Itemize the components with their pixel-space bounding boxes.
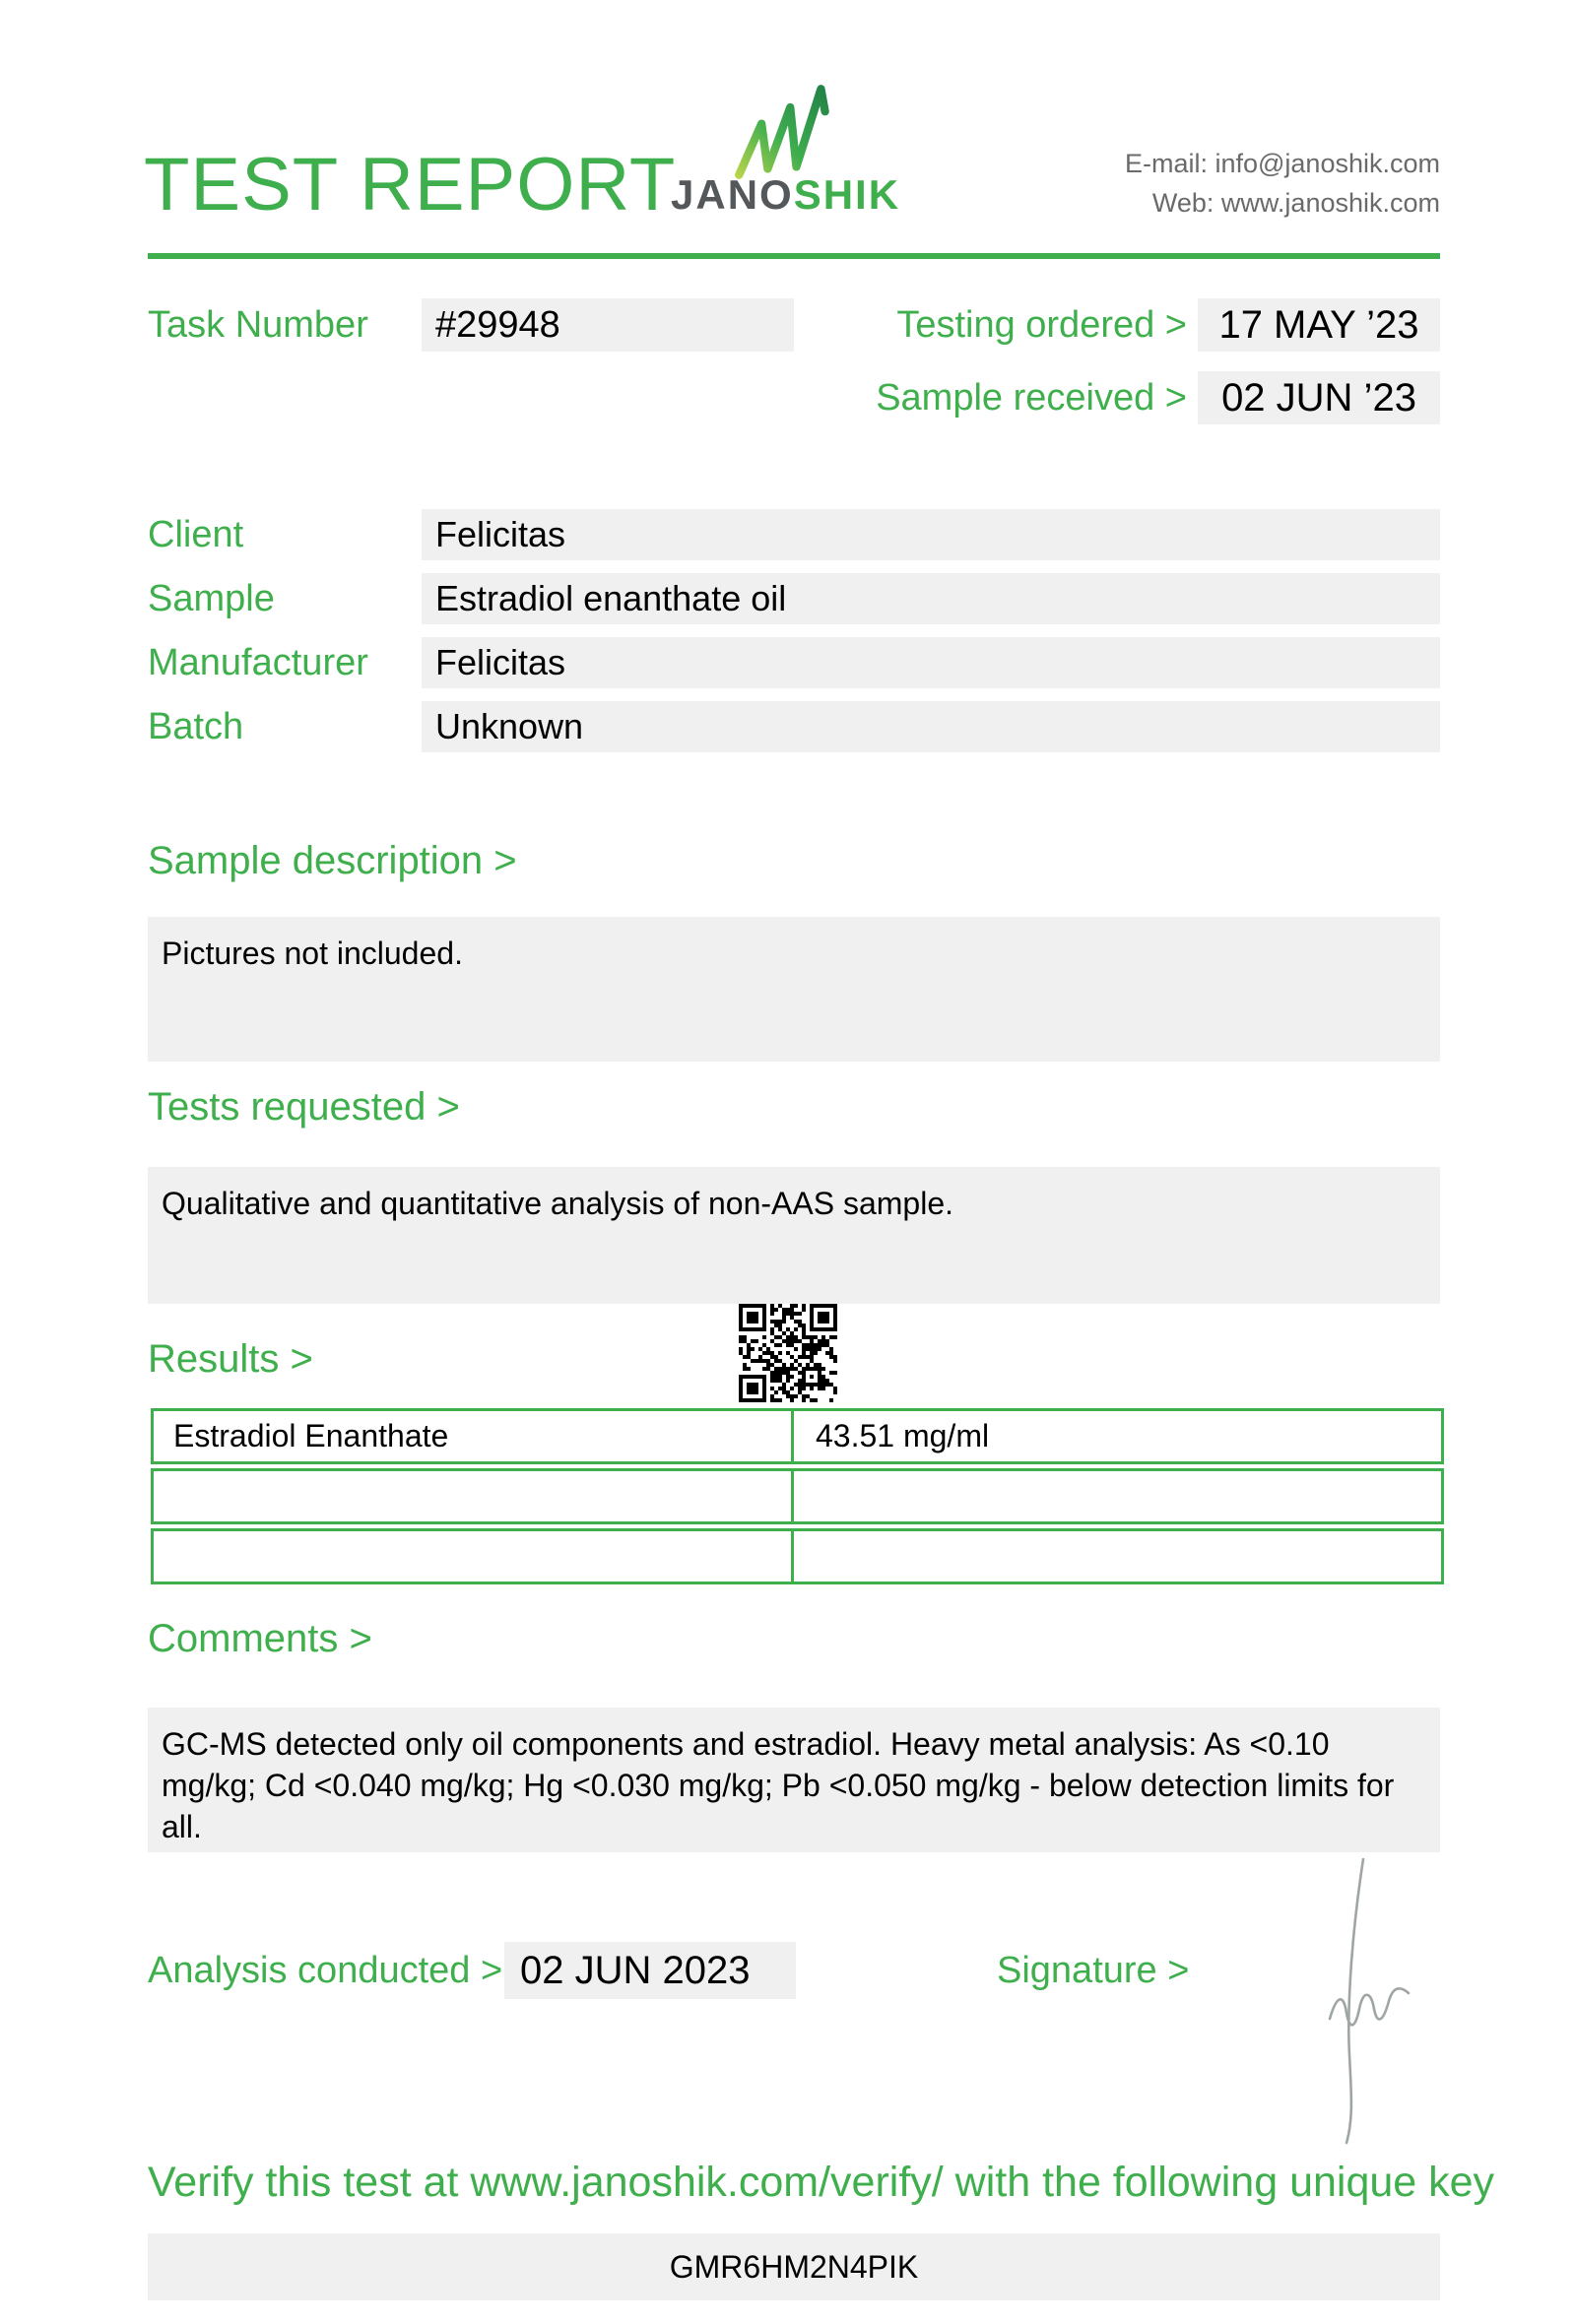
result-name-cell (154, 1471, 794, 1521)
page-title: TEST REPORT (144, 143, 677, 226)
result-value-cell: 43.51 mg/ml (816, 1418, 990, 1453)
section-heading-comments: Comments > (148, 1617, 372, 1660)
contact-web: Web: www.janoshik.com (1151, 188, 1440, 218)
task-number-label: Task Number (148, 304, 368, 346)
testing-ordered-label: Testing ordered > (896, 304, 1187, 346)
analysis-conducted-value: 02 JUN 2023 (504, 1942, 796, 1999)
client-label: Client (148, 514, 244, 555)
brand-wordmark-green: SHIK (793, 171, 901, 218)
signature-label: Signature > (997, 1950, 1190, 1991)
tests-requested-box: Qualitative and quantitative analysis of non-AAS sample. (148, 1167, 1440, 1304)
sample-value: Estradiol enanthate oil (422, 573, 1440, 624)
sample-received-value: 02 JUN ’23 (1198, 371, 1440, 424)
contact-email: E-mail: info@janoshik.com (1124, 149, 1440, 178)
contact-block (1125, 144, 1440, 223)
section-heading-sample-description: Sample description > (148, 839, 517, 882)
batch-label: Batch (148, 706, 244, 747)
manufacturer-label: Manufacturer (148, 642, 368, 683)
client-value: Felicitas (422, 509, 1440, 560)
task-number-value: #29948 (422, 298, 794, 352)
result-row (151, 1468, 1444, 1524)
result-row (151, 1528, 1444, 1584)
analysis-conducted-label: Analysis conducted > (148, 1950, 503, 1991)
result-value-cell (794, 1471, 1441, 1521)
comments-box: GC-MS detected only oil components and estradiol. Heavy metal analysis: As <0.10 mg/kg; Cd <0.040 mg/kg; Hg <0.030 mg/kg; Pb <0.050 mg/kg - below detection limits for all. (148, 1708, 1440, 1852)
section-heading-results: Results > (148, 1337, 313, 1381)
signature-scribble (1302, 1853, 1450, 2149)
header-divider (148, 253, 1440, 259)
brand-wordmark-dark: JANO (671, 171, 794, 218)
section-heading-tests-requested: Tests requested > (148, 1085, 460, 1129)
brand-wordmark (671, 171, 901, 219)
testing-ordered-value: 17 MAY ’23 (1198, 298, 1440, 352)
qr-code (739, 1304, 837, 1402)
batch-value: Unknown (422, 701, 1440, 752)
unique-key-value: GMR6HM2N4PIK (148, 2233, 1440, 2300)
manufacturer-value: Felicitas (422, 637, 1440, 688)
sample-label: Sample (148, 578, 275, 619)
chart-line-icon (733, 81, 835, 183)
sample-description-box: Pictures not included. (148, 917, 1440, 1062)
result-value-cell (794, 1531, 1441, 1582)
sample-received-label: Sample received > (876, 377, 1187, 419)
result-name-cell (154, 1531, 794, 1582)
result-name-cell: Estradiol Enanthate (154, 1411, 794, 1461)
results-table (151, 1408, 1444, 1588)
verify-text: Verify this test at www.janoshik.com/verify/ with the following unique key (148, 2159, 1495, 2206)
result-row (151, 1408, 1444, 1464)
